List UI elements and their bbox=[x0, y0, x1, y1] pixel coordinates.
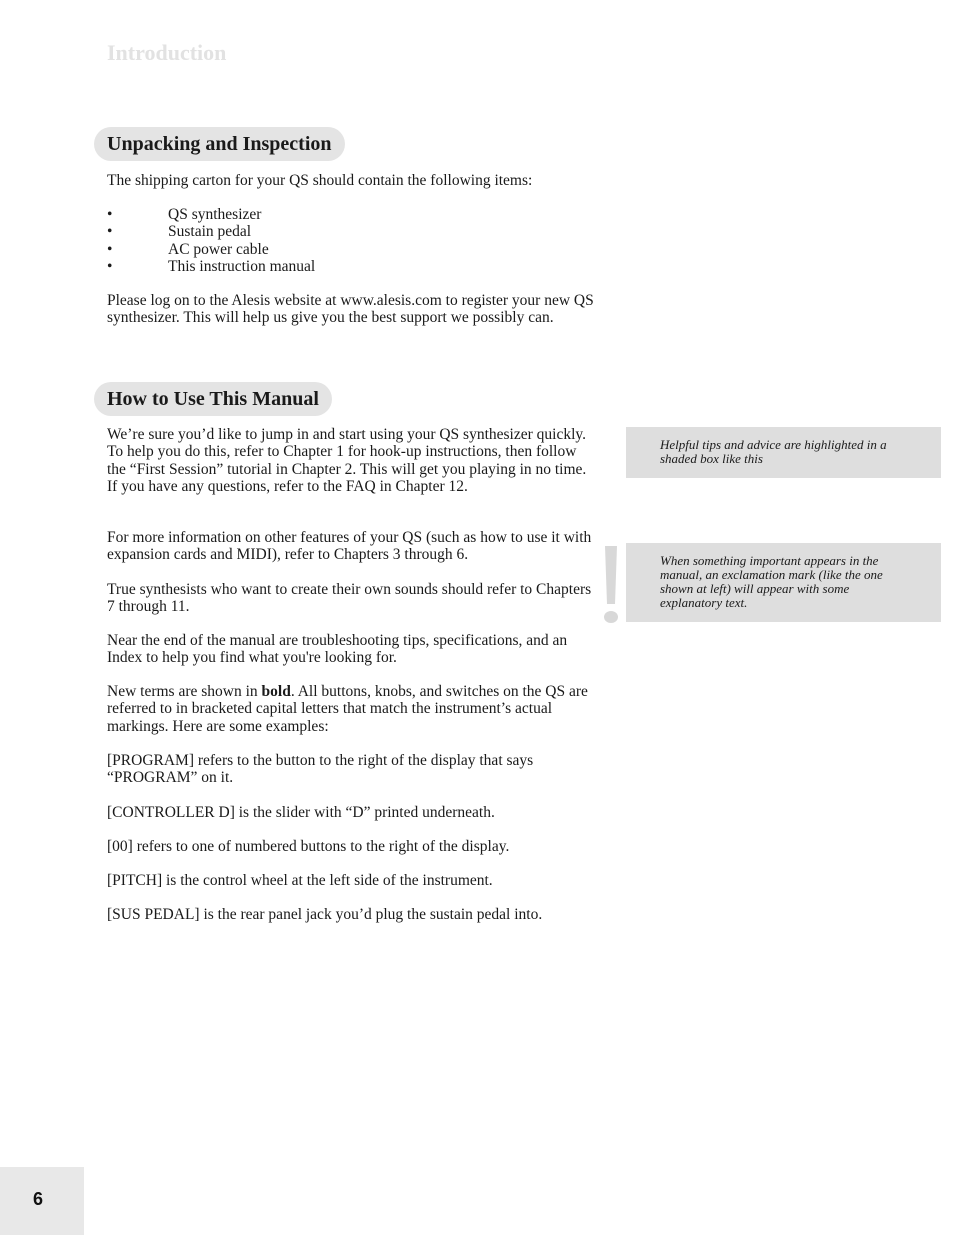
manual-paragraph-1 bbox=[107, 426, 597, 495]
example-pitch bbox=[107, 872, 597, 889]
bullet-icon: • bbox=[107, 206, 113, 223]
example-text: [PITCH] is the control wheel at the left side of the instrument. bbox=[107, 872, 493, 889]
bold-term: bold bbox=[261, 683, 291, 700]
section-heading-unpacking: Unpacking and Inspection bbox=[94, 127, 345, 161]
register-paragraph bbox=[107, 292, 597, 327]
manual-paragraph-3 bbox=[107, 581, 597, 616]
example-text: [CONTROLLER D] is the slider with “D” printed underneath. bbox=[107, 804, 495, 821]
manual-paragraph-2 bbox=[107, 529, 597, 564]
section-heading-manual: How to Use This Manual bbox=[94, 382, 332, 416]
list-item bbox=[107, 206, 597, 223]
manual-paragraph-4 bbox=[107, 632, 597, 667]
unpacking-intro-text: The shipping carton for your QS should contain the following items: bbox=[107, 172, 533, 189]
bullet-icon: • bbox=[107, 257, 113, 275]
paragraph-text-rest: . All buttons, knobs, and switches on the QS are referred to in bracketed capital letters that match the instrument’s actual markings. Here are some examples: bbox=[107, 683, 588, 735]
example-text: [PROGRAM] refers to the button to the right of the display that says “PROGRAM” on it. bbox=[107, 752, 534, 787]
bullet-icon: • bbox=[107, 240, 113, 258]
list-item-label: QS synthesizer bbox=[168, 206, 262, 223]
list-item-label: AC power cable bbox=[168, 240, 269, 258]
example-text: [SUS PEDAL] is the rear panel jack you’d plug the sustain pedal into. bbox=[107, 906, 543, 923]
example-00 bbox=[107, 838, 597, 855]
unpacking-intro bbox=[107, 172, 597, 189]
list-item-label: Sustain pedal bbox=[168, 223, 252, 241]
exclamation-icon bbox=[601, 546, 621, 624]
important-box bbox=[626, 543, 941, 622]
tip-text: Helpful tips and advice are highlighted in a shaded box like this bbox=[660, 437, 887, 466]
bullet-icon: • bbox=[107, 223, 113, 241]
example-controller-d bbox=[107, 804, 597, 821]
example-text: [00] refers to one of numbered buttons to the right of the display. bbox=[107, 838, 510, 855]
page-number: 6 bbox=[33, 1189, 44, 1209]
paragraph-text: True synthesists who want to create their own sounds should refer to Chapters 7 through 11. bbox=[107, 581, 592, 616]
list-item bbox=[107, 258, 597, 275]
paragraph-text: For more information on other features of your QS (such as how to use it with expansion cards and MIDI), refer to Chapters 3 through 6. bbox=[107, 529, 592, 564]
paragraph-text: Near the end of the manual are troubleshooting tips, specifications, and an Index to help you find what you're looking for. bbox=[107, 632, 568, 667]
list-item bbox=[107, 223, 597, 240]
register-text: Please log on to the Alesis website at www.alesis.com to register your new QS synthesizer. This will help us give you the best support we possibly can. bbox=[107, 292, 594, 327]
tip-box bbox=[626, 427, 941, 478]
list-item bbox=[107, 241, 597, 258]
paragraph-text: We’re sure you’d like to jump in and start using your QS synthesizer quickly. To help you do this, refer to Chapter 1 for hook-up instructions, then follow the “First Session” tutorial in Chapter 2. This will get you playing in no time. If you have any questions, refer to the FAQ in Chapter 12. bbox=[107, 426, 587, 495]
manual-paragraph-5 bbox=[107, 683, 597, 735]
contents-list bbox=[107, 206, 597, 275]
paragraph-text bbox=[107, 683, 597, 735]
chapter-title: Introduction bbox=[107, 40, 227, 65]
list-item-label: This instruction manual bbox=[168, 257, 316, 275]
example-program bbox=[107, 752, 597, 787]
important-text: When something important appears in the manual, an exclamation mark (like the one shown at left) will appear with some explanatory text. bbox=[660, 553, 883, 610]
example-sus-pedal bbox=[107, 906, 597, 923]
paragraph-text-lead: New terms are shown in bbox=[107, 683, 262, 700]
